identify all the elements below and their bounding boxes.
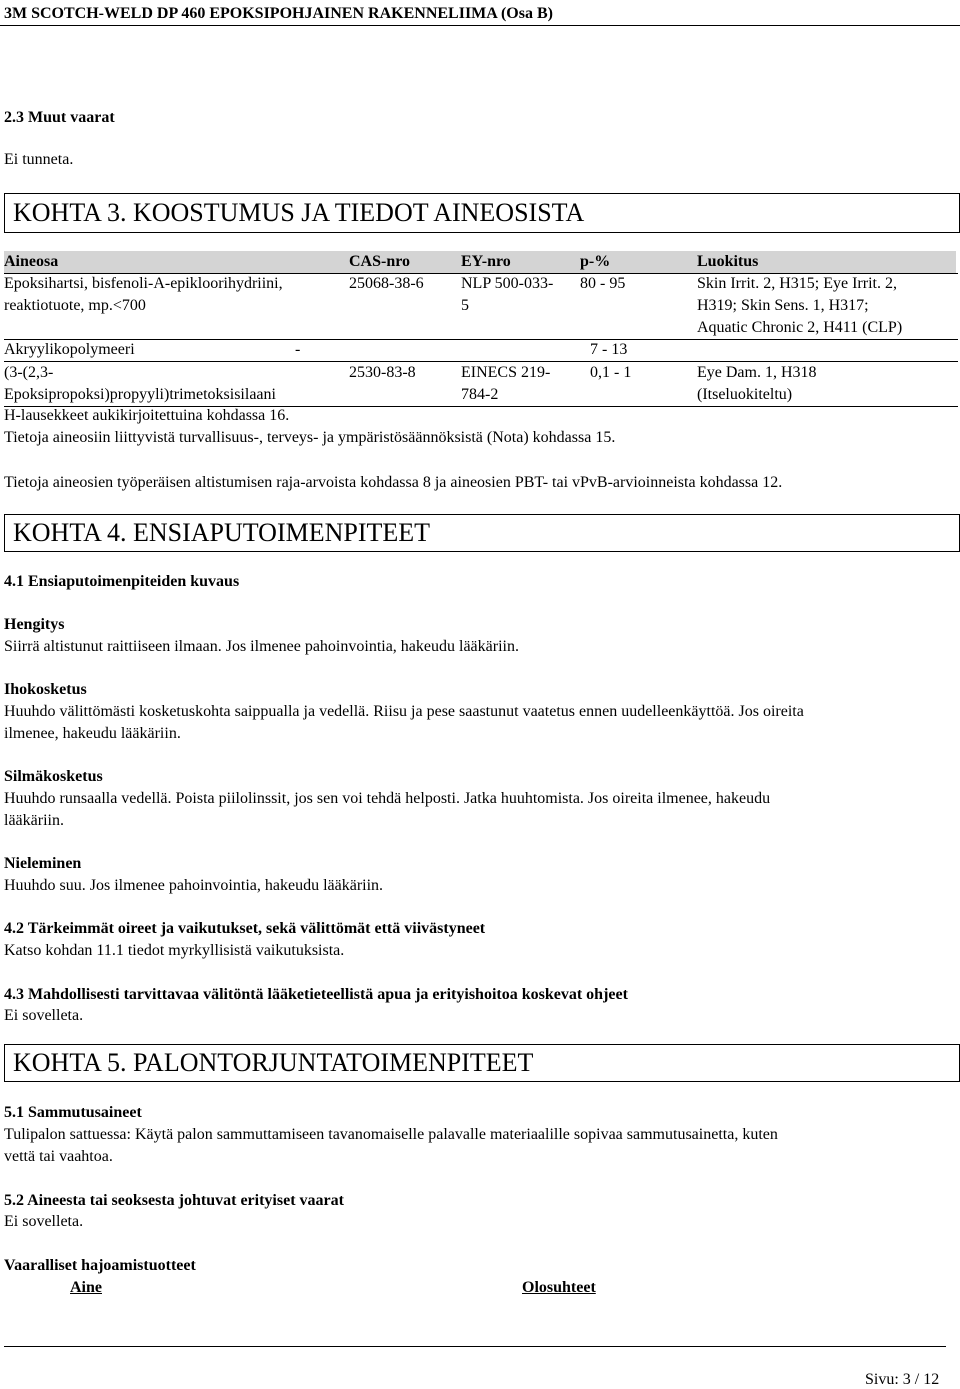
table-header-luokitus: Luokitus [697, 253, 759, 270]
table-cell-cas: 2530-83-8 [349, 364, 416, 381]
table-cell-aineosa: Akryylikopolymeeri [4, 341, 135, 358]
section-4-1-heading: 4.1 Ensiaputoimenpiteiden kuvaus [4, 573, 240, 590]
hajoamistuotteet-heading: Vaaralliset hajoamistuotteet [4, 1257, 196, 1274]
section-5-1-heading: 5.1 Sammutusaineet [4, 1104, 142, 1121]
table-cell-luokitus: H319; Skin Sens. 1, H317; [697, 297, 869, 314]
column-aine: Aine [70, 1279, 102, 1296]
table-divider [4, 339, 958, 340]
table-header-ey: EY-nro [461, 253, 511, 270]
section-5-2-heading: 5.2 Aineesta tai seoksesta johtuvat erityiset vaarat [4, 1192, 344, 1209]
exposure-limits-note: Tietoja aineosien työperäisen altistumisen raja-arvoista kohdassa 8 ja aineosien PBT- tai vPvB-arvioinneista kohdassa 12. [4, 474, 783, 491]
section-2-3-heading: 2.3 Muut vaarat [4, 109, 115, 126]
page-number: Sivu: 3 / 12 [865, 1371, 940, 1388]
table-cell-ey: EINECS 219- [461, 364, 551, 381]
document-title: 3M SCOTCH-WELD DP 460 EPOKSIPOHJAINEN RAKENNELIIMA (Osa B) [4, 5, 553, 22]
section-4-banner [4, 514, 960, 552]
silmakosketus-heading: Silmäkosketus [4, 768, 103, 785]
section-5-1-text-2: vettä tai vaahtoa. [4, 1148, 113, 1165]
table-cell-luokitus: Skin Irrit. 2, H315; Eye Irrit. 2, [697, 275, 897, 292]
table-cell-p: 0,1 - 1 [590, 364, 632, 381]
regulatory-note: Tietoja aineosiin liittyvistä turvallisuus-, terveys- ja ympäristösäännöksistä (Nota) kohdassa 15. [4, 429, 616, 446]
table-cell-luokitus: (Itseluokiteltu) [697, 386, 793, 403]
section-5-1-text-1: Tulipalon sattuessa: Käytä palon sammuttamiseen tavanomaiselle palavalle materiaalille sopivaa sammutusainetta, kuten [4, 1126, 778, 1143]
silmakosketus-text-1: Huuhdo runsaalla vedellä. Poista piilolinssit, jos sen voi tehdä helposti. Jatka huuhtomista. Jos oireita ilmenee, hakeudu [4, 790, 771, 807]
table-cell-cas: 25068-38-6 [349, 275, 424, 292]
table-cell-aineosa: Epoksihartsi, bisfenoli-A-epikloorihydriini, [4, 275, 283, 292]
nieleminen-heading: Nieleminen [4, 855, 82, 872]
column-olosuhteet: Olosuhteet [522, 1279, 596, 1296]
nieleminen-text: Huuhdo suu. Jos ilmenee pahoinvointia, hakeudu lääkäriin. [4, 877, 384, 894]
table-cell-aineosa: Epoksipropoksi)propyyli)trimetoksisilaani [4, 386, 276, 403]
section-4-3-heading: 4.3 Mahdollisesti tarvittavaa välitöntä lääketieteellistä apua ja erityishoitoa koskevat ohjeet [4, 986, 628, 1003]
table-cell-luokitus: Aquatic Chronic 2, H411 (CLP) [697, 319, 903, 336]
section-5-banner [4, 1044, 960, 1082]
section-5-2-text: Ei sovelleta. [4, 1213, 84, 1230]
table-header-cas: CAS-nro [349, 253, 411, 270]
section-3-banner [4, 193, 960, 233]
table-cell-p: 7 - 13 [590, 341, 628, 358]
h-statements-note: H-lausekkeet aukikirjoitettuina kohdassa 16. [4, 407, 290, 424]
table-cell-aineosa: (3-(2,3- [4, 364, 54, 381]
ihokosketus-text-1: Huuhdo välittömästi kosketuskohta saippualla ja vedellä. Riisu ja pese saastunut vaatetus ennen uudelleenkäyttöä. Jos oireita [4, 703, 804, 720]
table-cell-cas: - [295, 341, 301, 358]
section-3-title: KOHTA 3. KOOSTUMUS JA TIEDOT AINEOSISTA [13, 198, 585, 227]
section-2-3-text: Ei tunneta. [4, 151, 74, 168]
section-5-title: KOHTA 5. PALONTORJUNTATOIMENPITEET [13, 1048, 534, 1077]
hengitys-heading: Hengitys [4, 616, 65, 633]
section-4-title: KOHTA 4. ENSIAPUTOIMENPITEET [13, 518, 431, 547]
table-header-aineosa: Aineosa [4, 253, 59, 270]
section-4-3-text: Ei sovelleta. [4, 1007, 84, 1024]
table-cell-luokitus: Eye Dam. 1, H318 [697, 364, 817, 381]
ihokosketus-text-2: ilmenee, hakeudu lääkäriin. [4, 725, 181, 742]
hengitys-text: Siirrä altistunut raittiiseen ilmaan. Jos ilmenee pahoinvointia, hakeudu lääkäriin. [4, 638, 519, 655]
silmakosketus-text-2: lääkäriin. [4, 812, 64, 829]
table-cell-ey: NLP 500-033- [461, 275, 554, 292]
section-4-2-heading: 4.2 Tärkeimmät oireet ja vaikutukset, sekä välittömät että viivästyneet [4, 920, 486, 937]
footer-divider [4, 1346, 946, 1347]
table-cell-aineosa: reaktiotuote, mp.<700 [4, 297, 146, 314]
table-cell-ey: 5 [461, 297, 469, 314]
table-cell-ey: 784-2 [461, 386, 499, 403]
table-header-p: p-% [580, 253, 611, 270]
section-4-2-text: Katso kohdan 11.1 tiedot myrkyllisistä vaikutuksista. [4, 942, 345, 959]
table-cell-p: 80 - 95 [580, 275, 626, 292]
document-header [0, 0, 960, 26]
ihokosketus-heading: Ihokosketus [4, 681, 87, 698]
